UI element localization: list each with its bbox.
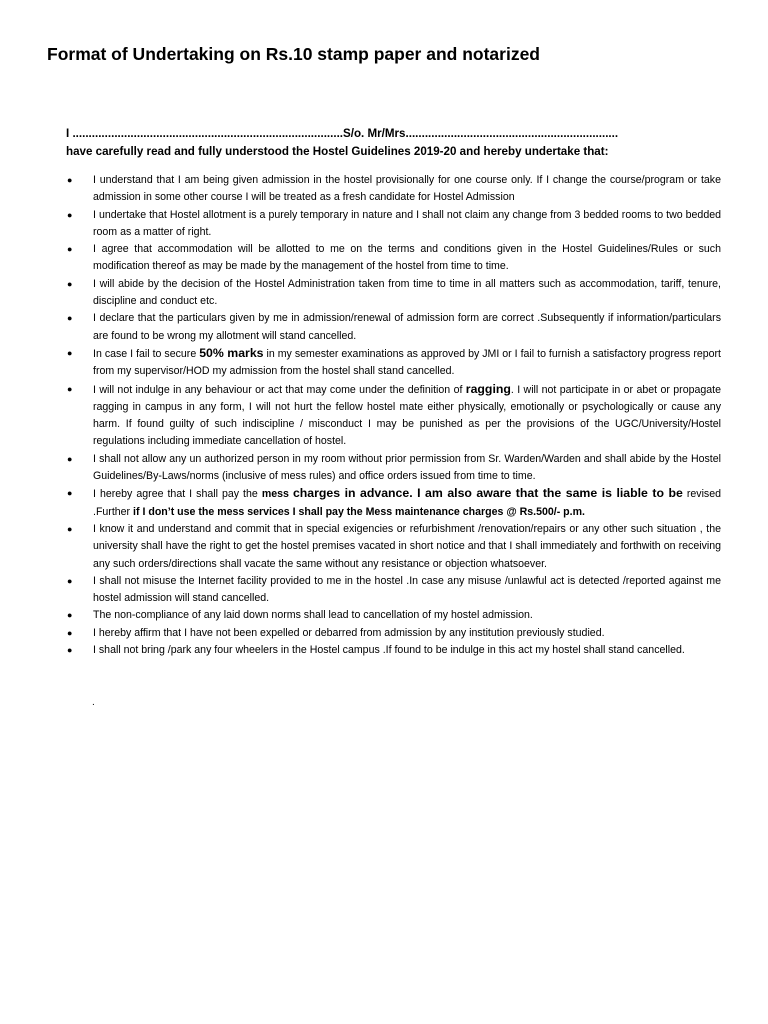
document-title: Format of Undertaking on Rs.10 stamp paper and notarized bbox=[47, 44, 540, 64]
bullet-icon: ● bbox=[67, 645, 73, 656]
list-item: ● The non-compliance of any laid down norms shall lead to cancellation of my hostel admission. bbox=[66, 607, 721, 624]
list-item: ● I understand that I am being given admission in the hostel provisionally for one course only. If I change the course/program or take admission in some other course I will be treated as a fresh candidate for Hostel Admission bbox=[67, 174, 721, 204]
list-item: ● I agree that accommodation will be allotted to me on the terms and conditions given in the Hostel Guidelines/Rules or such modification thereof as may be made by the management of the hostel from time to time. bbox=[67, 243, 721, 273]
list-item: ● I shall not bring /park any four wheelers in the Hostel campus .If found to be indulge in this act my hostel shall stand cancelled. bbox=[66, 642, 721, 659]
bullet-icon: ● bbox=[67, 383, 73, 394]
list-item: ● I undertake that Hostel allotment is a purely temporary in nature and I shall not claim any change from 3 bedded rooms to two bedded room as a matter of right. bbox=[67, 208, 721, 238]
list-item: ● I shall not allow any un authorized person in my room without prior permission from Sr. Warden/Warden and shall abide by the Hostel Guidelines/By-Laws/norms (inclusive of mess rules) and office orders issued from time to time. bbox=[67, 452, 721, 483]
bullet-icon: ● bbox=[67, 453, 73, 464]
list-item: ● I will abide by the decision of the Hostel Administration taken from time to time in all matters such as accommodation, tariff, tenure, discipline and conduct etc. bbox=[67, 277, 721, 308]
mess-maintenance-note: if I don’t use the mess services I shall pay the Mess maintenance charges @ Rs.500/- p.m. bbox=[133, 505, 585, 518]
bullet-icon: ● bbox=[67, 488, 73, 499]
bullet-icon: ● bbox=[67, 627, 73, 638]
list-item: ● I hereby agree that I shall pay the mess charges in advance. I am also aware that the same is liable to be revised .Further if I don’t use the mess services I shall pay the Mess maintenance charges @ Rs.500/- p.m. bbox=[67, 486, 722, 518]
undertaking-list bbox=[66, 172, 721, 659]
declaration-name-line: I ....................................................................................S/o. Mr/Mrs.................................................................. bbox=[66, 127, 619, 140]
bullet-icon: ● bbox=[67, 175, 73, 185]
bullet-icon: ● bbox=[67, 610, 73, 621]
bullet-icon: ● bbox=[67, 347, 73, 358]
declaration-statement: have carefully read and fully understood the Hostel Guidelines 2019-20 and hereby undertake that: bbox=[66, 145, 609, 158]
list-item: ● I know it and understand and commit that in special exigencies or refurbishment /renovation/repairs or any other such situation , the university shall have the right to get the hostel premises vacated in short notice and that I shall immediately and forthwith on receiving any such orders/directions shall vacate the same without any resistance or objection whatsoever. bbox=[67, 522, 721, 570]
list-item: ● I will not indulge in any behaviour or act that may come under the definition of ragging. I will not participate in or abet or propagate ragging in campus in any form, I will not hurt the fellow hostel mate either physically, emotionally or psychologically or cause any harm. If found guilty of such indiscipline / misconduct I may be punished as per the provisions of the UGC/University/Hostel regulations including immediate cancellation of hostel. bbox=[67, 381, 721, 448]
declaration-block bbox=[66, 125, 722, 161]
trailing-mark: . bbox=[92, 697, 95, 708]
list-item: ● I hereby affirm that I have not been expelled or debarred from admission by any institution previously studied. bbox=[66, 625, 721, 642]
bullet-icon: ● bbox=[67, 313, 73, 324]
list-item: ● I shall not misuse the Internet facility provided to me in the hostel .In case any misuse /unlawful act is detected /reported against me hostel admission will stand cancelled. bbox=[67, 574, 721, 605]
list-item: ● In case I fail to secure 50% marks in my semester examinations as approved by JMI or I fail to furnish a satisfactory progress report from my supervisor/HOD my admission from the hostel shall stand cancelled. bbox=[67, 345, 721, 378]
bullet-icon: ● bbox=[67, 575, 73, 586]
ragging-emphasis: ragging bbox=[465, 381, 511, 396]
bullet-icon: ● bbox=[67, 523, 73, 534]
bullet-icon: ● bbox=[67, 244, 73, 255]
bullet-icon: ● bbox=[67, 278, 73, 289]
bullet-icon: ● bbox=[67, 209, 73, 220]
list-item: ● I declare that the particulars given by me in admission/renewal of admission form are correct .Subsequently if information/particulars are found to be wrong my allotment will stand cancelled. bbox=[67, 312, 721, 342]
marks-emphasis: 50% marks bbox=[199, 345, 264, 360]
mess-charges-emphasis: charges in advance. I am also aware that the same is liable to be bbox=[292, 486, 683, 501]
